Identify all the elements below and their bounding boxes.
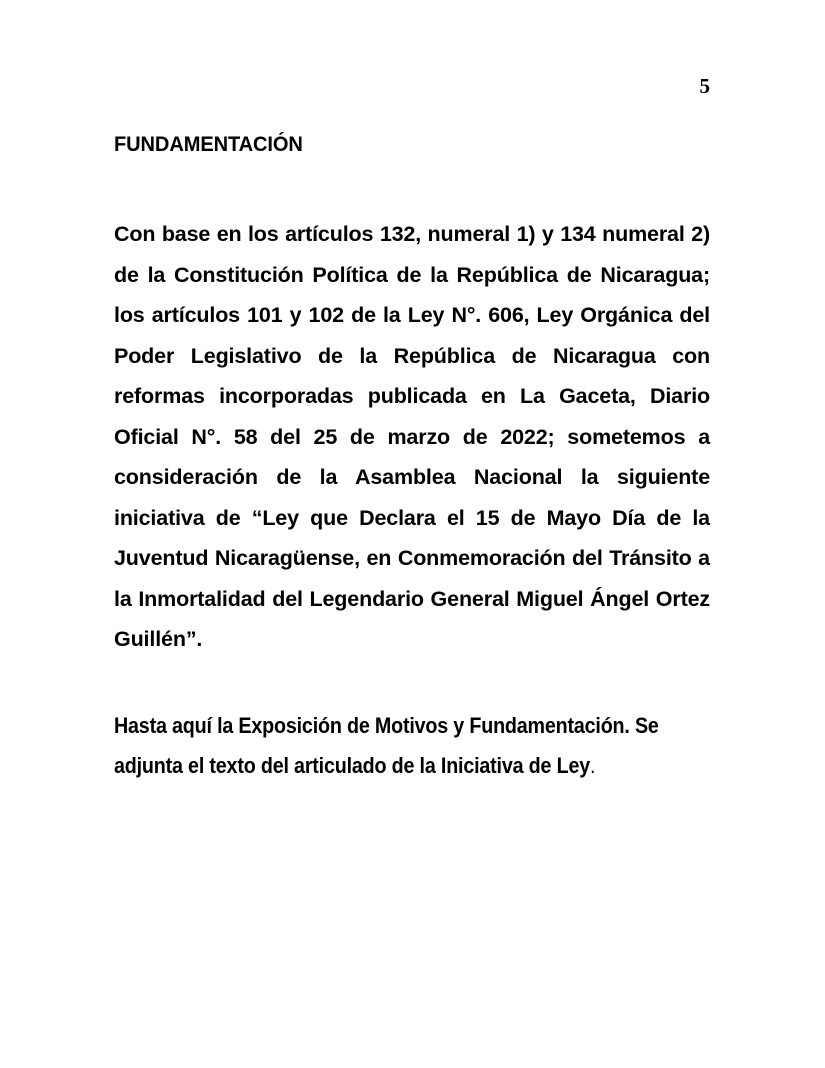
document-content — [114, 132, 710, 787]
heading-spacer — [114, 158, 710, 214]
closing-paragraph-period: . — [589, 753, 596, 778]
fundamentacion-paragraph: Con base en los artículos 132, numeral 1) y 134 numeral 2) de la Constitución Política de la República de Nicaragua; los artículos 101 y 102 de la Ley N°. 606, Ley Orgánica del Poder Legislativo de la República de Nicaragua con reformas incorporadas publicada en La Gaceta, Diario Oficial N°. 58 del 25 de marzo de 2022; sometemos a consideración de la Asamblea Nacional la siguiente iniciativa de “Ley que Declara el 15 de Mayo Día de la Juventud Nicaragüense, en Conmemoración del Tránsito a la Inmortalidad del Legendario General Miguel Ángel Ortez Guillén”. — [114, 222, 710, 651]
closing-paragraph — [114, 706, 710, 787]
closing-paragraph-text: Hasta aquí la Exposición de Motivos y Fundamentación. Se adjunta el texto del articulado de la Iniciativa de Ley — [114, 712, 659, 778]
page-title: FUNDAMENTACIÓN — [114, 133, 303, 156]
page-number: 5 — [699, 74, 710, 98]
paragraph-spacer — [114, 660, 710, 706]
